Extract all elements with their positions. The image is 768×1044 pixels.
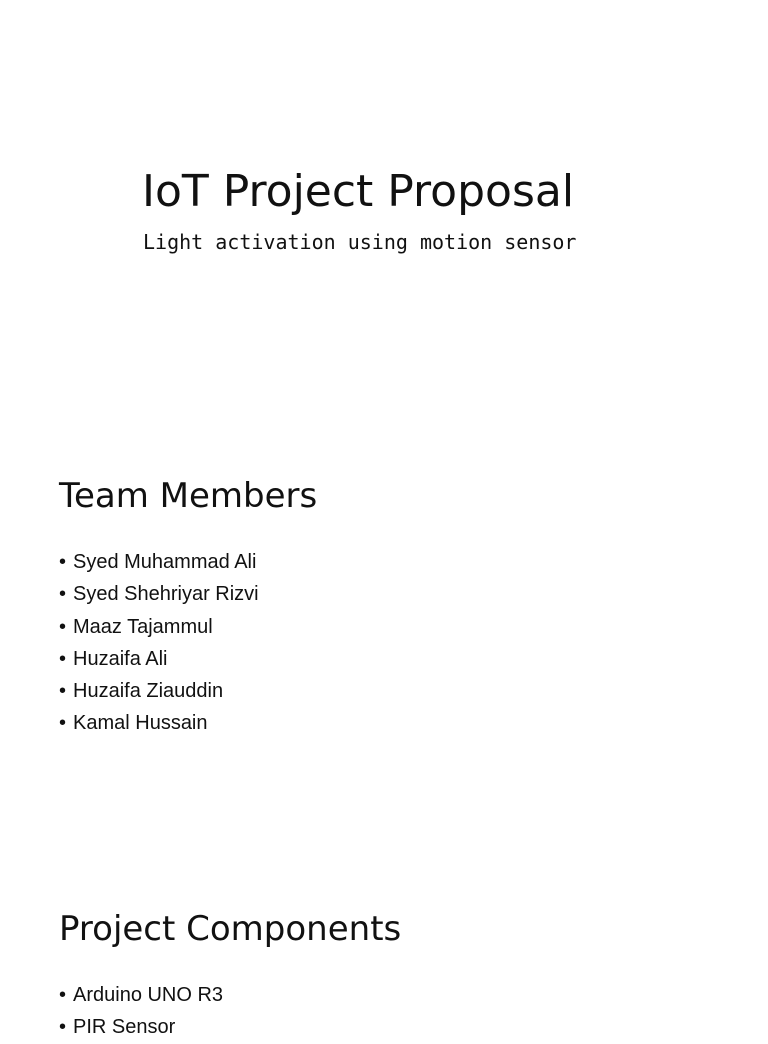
team-members-list <box>59 546 317 740</box>
team-member-name: Syed Shehriyar Rizvi <box>73 583 259 606</box>
component-name: PIR Sensor <box>73 1016 176 1039</box>
document-subtitle: Light activation using motion sensor <box>143 230 577 254</box>
team-member-name: Syed Muhammad Ali <box>73 551 257 573</box>
list-item <box>59 578 317 610</box>
bullet-icon: • <box>59 647 67 670</box>
list-item <box>59 611 317 643</box>
project-components-list <box>59 979 401 1044</box>
list-item <box>59 707 317 739</box>
document-title: IoT Project Proposal <box>142 166 575 217</box>
bullet-icon: • <box>59 1016 67 1039</box>
list-item <box>59 675 317 707</box>
list-item <box>59 546 317 578</box>
bullet-icon: • <box>59 583 67 606</box>
team-member-name: Huzaifa Ziauddin <box>73 680 224 703</box>
bullet-icon: • <box>59 680 67 703</box>
project-components-section <box>59 907 401 1044</box>
bullet-icon: • <box>59 615 67 638</box>
bullet-icon: • <box>59 551 67 573</box>
team-member-name: Maaz Tajammul <box>73 615 213 638</box>
project-components-heading: Project Components <box>59 909 402 949</box>
team-members-section <box>59 474 317 740</box>
list-item <box>59 1011 401 1043</box>
team-member-name: Kamal Hussain <box>73 712 208 735</box>
team-members-heading: Team Members <box>59 476 318 516</box>
list-item <box>59 643 317 675</box>
bullet-icon: • <box>59 984 67 1006</box>
list-item <box>59 979 401 1011</box>
team-member-name: Huzaifa Ali <box>73 647 168 670</box>
bullet-icon: • <box>59 712 67 735</box>
component-name: Arduino UNO R3 <box>73 984 224 1006</box>
